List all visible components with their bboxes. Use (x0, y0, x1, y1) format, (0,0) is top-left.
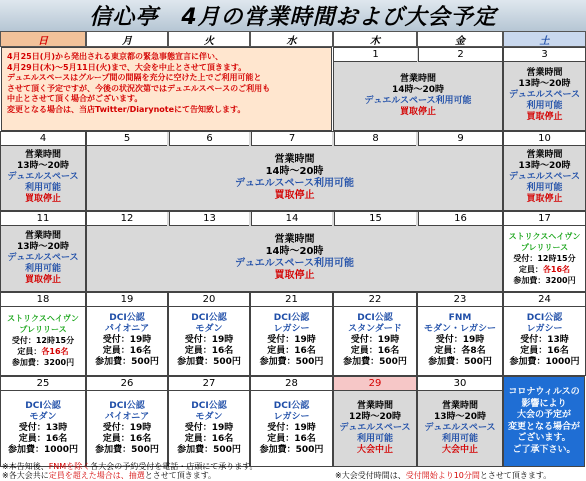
event-capacity: 定員：16名 (184, 346, 234, 356)
notice-line: させて頂く予定ですが、今後の状況次第ではデュエルスペースのご利用も (7, 83, 271, 93)
buyback-status: 買取停止 (274, 270, 315, 281)
footnote-text: ※各大会共に (2, 471, 49, 480)
duel-space-status: 利用可能 (526, 183, 563, 193)
date-number: 16 (418, 212, 502, 226)
covid-notice-line: コロナウィルスの (508, 387, 580, 397)
event-reception: 受付：19時 (267, 422, 316, 433)
hours-value: 14時～20時 (265, 165, 324, 177)
date-number: 5 (87, 132, 167, 146)
footnote-text: ※大会受付時間は、 (335, 471, 406, 480)
covid-notice-line: 変更となる場合が (507, 421, 580, 432)
footnote-text: とさせて頂きます。 (144, 471, 217, 480)
hours-label: 営業時間 (274, 234, 315, 245)
hours-label: 営業時間 (24, 150, 61, 160)
event-reception: 受付：19時 (184, 422, 234, 433)
event-name: DCI公認 (191, 313, 227, 323)
date-number: 10 (504, 132, 585, 146)
date-number: 25 (1, 377, 85, 391)
date-number: 7 (251, 132, 332, 146)
day-header-fri: 金 (417, 31, 503, 47)
duel-space-status: 利用可能 (441, 433, 478, 444)
event-capacity: 各16名 (542, 264, 571, 274)
calendar-cell-apr-18 (0, 292, 86, 376)
event-format: パイオニア (104, 324, 150, 334)
date-number: 6 (169, 132, 249, 146)
event-reception: 受付：19時 (102, 422, 152, 433)
covid-notice-line: 大会の予定が (516, 410, 571, 420)
date-number: 14 (251, 212, 332, 226)
event-cancelled: 大会中止 (356, 444, 393, 455)
duel-space-status: デュエルスペース (508, 172, 580, 182)
duel-space-status: デュエルスペース (7, 172, 79, 182)
calendar-cell-apr-21 (250, 292, 333, 376)
event-capacity: 定員：16名 (18, 433, 68, 444)
date-number: 12 (87, 212, 167, 226)
hours-label: 営業時間 (526, 150, 563, 160)
event-fee: 参加費：500円 (177, 444, 241, 455)
date-number: 20 (169, 293, 249, 307)
event-format: プレリリース (520, 242, 569, 252)
day-header-wed: 水 (250, 31, 333, 47)
footnote-highlight: FNMを除く (48, 462, 91, 471)
duel-space-status: デュエルスペース利用可能 (235, 258, 354, 269)
date-number: 30 (418, 377, 502, 391)
event-reception: 受付：19時 (102, 335, 152, 345)
calendar-cell-apr-5-9 (86, 131, 503, 211)
calendar-cell-apr-17 (503, 211, 586, 292)
event-format: モダン (29, 411, 57, 422)
date-number: 26 (87, 377, 167, 391)
event-reception: 受付：19時 (350, 335, 400, 345)
hours-value: 13時～20時 (16, 241, 70, 252)
event-name: DCI公認 (109, 313, 145, 323)
hours-label: 営業時間 (526, 68, 563, 78)
notice-line: 中止とさせて頂く場合がございます。 (7, 94, 143, 103)
hours-label: 営業時間 (399, 73, 436, 84)
day-header-mon: 月 (86, 31, 168, 47)
footnote-text: とさせて頂きます。 (479, 471, 552, 480)
date-number: 18 (1, 293, 85, 307)
hours-value: 13時～20時 (518, 161, 571, 171)
event-name: ストリクスヘイヴン (7, 314, 79, 323)
event-reception: 受付：13時 (520, 335, 569, 345)
event-fee: 参加費：500円 (343, 357, 407, 367)
hours-value: 14時～20時 (265, 246, 324, 257)
date-number: 13 (169, 212, 249, 226)
date-number: 27 (169, 377, 249, 391)
event-fee: 参加費：500円 (95, 444, 159, 455)
day-header-sun: 日 (0, 31, 86, 47)
page-title: 信心亭 4月の営業時間および大会予定 (0, 0, 586, 32)
event-cancelled: 大会中止 (441, 444, 478, 455)
duel-space-status: 利用可能 (24, 183, 61, 193)
event-format: モダン・レガシー (423, 324, 497, 334)
event-fee: 参加費：500円 (259, 357, 324, 367)
notice-line: デュエルスペースはグループ間の間隔を充分に空けた上でご利用可能と (7, 73, 262, 82)
event-reception: 受付：19時 (435, 335, 485, 345)
calendar-cell-apr-29 (333, 376, 417, 467)
calendar-cell-apr-23 (417, 292, 503, 376)
buyback-status: 買取停止 (24, 274, 61, 285)
event-format: レガシー (273, 411, 310, 422)
footnote-highlight: 受付開始より10分間 (405, 471, 480, 480)
date-number: 8 (334, 132, 416, 146)
event-format: モダン (195, 411, 223, 422)
footnote-text: 各大会の予約受付を電話・店頭にて承ります。 (90, 462, 258, 471)
event-capacity: 定員：16名 (184, 433, 234, 444)
calendar-cell-apr-10 (503, 131, 586, 211)
date-number: 24 (504, 293, 585, 307)
event-format: レガシー (526, 324, 563, 334)
event-capacity: 定員：各8名 (434, 346, 486, 356)
date-number: 11 (1, 212, 85, 226)
event-format: レガシー (273, 324, 310, 334)
event-capacity-label: 定員： (518, 264, 543, 274)
calendar-cell-apr-22 (333, 292, 417, 376)
emergency-notice (1, 47, 332, 131)
event-name: DCI公認 (109, 400, 145, 411)
date-number: 28 (251, 377, 332, 391)
date-number: 3 (504, 48, 585, 62)
event-name: DCI公認 (273, 313, 310, 323)
buyback-status: 買取停止 (274, 189, 315, 201)
event-name: DCI公認 (25, 400, 61, 411)
event-fee: 参加費：1000円 (509, 357, 580, 367)
event-fee: 参加費：1000円 (7, 444, 79, 455)
calendar-cell-apr-1-2 (333, 47, 503, 131)
covid-notice-line: ございます。 (517, 433, 571, 443)
calendar-cell-apr-11 (0, 211, 86, 292)
calendar-cell-apr-25 (0, 376, 86, 467)
hours-value: 12時～20時 (348, 411, 402, 422)
buyback-status: 買取停止 (526, 194, 563, 204)
event-fee: 参加費：3200円 (513, 275, 576, 285)
event-reception: 受付：12時15分 (513, 253, 576, 263)
hours-value: 13時～20時 (16, 161, 70, 171)
covid-notice-line: ご了承下さい。 (512, 444, 576, 455)
calendar-cell-apr-19 (86, 292, 168, 376)
covid-notice (503, 376, 585, 467)
calendar-cell-apr-24 (503, 292, 586, 376)
event-format: モダン (195, 324, 223, 334)
date-number: 4 (1, 132, 85, 146)
footnote-highlight: 定員を超えた場合は、抽選 (48, 471, 145, 480)
event-fee: 参加費：500円 (259, 444, 324, 455)
event-capacity: 定員：16名 (520, 346, 569, 356)
hours-value: 13時～20時 (433, 411, 487, 422)
event-reception: 受付：13時 (18, 422, 68, 433)
event-name: ストリクスヘイヴン (508, 231, 581, 241)
date-number: 15 (334, 212, 416, 226)
date-number: 21 (251, 293, 332, 307)
date-number: 1 (334, 48, 417, 62)
calendar-cell-apr-26 (86, 376, 168, 467)
day-header-sat: 土 (503, 31, 586, 47)
calendar-cell-apr-3 (503, 47, 586, 131)
event-format: パイオニア (104, 411, 150, 422)
event-capacity: 定員：16名 (102, 433, 152, 444)
date-number: 23 (418, 293, 502, 307)
hours-value: 14時～20時 (391, 84, 445, 95)
calendar-cell-apr-12-16 (86, 211, 503, 292)
calendar-cell-apr-28 (250, 376, 333, 467)
date-number: 19 (87, 293, 167, 307)
event-name: DCI公認 (357, 313, 393, 323)
date-number: 17 (504, 212, 585, 226)
notice-line: 4月29日(木)～5月11日(火)まで、大会を中止とさせて頂きます。 (7, 62, 247, 72)
day-header-tue: 火 (168, 31, 250, 47)
footnote-reception-time (335, 470, 551, 481)
event-fee: 参加費：500円 (177, 357, 241, 367)
buyback-status: 買取停止 (24, 194, 61, 204)
date-number: 29 (334, 377, 416, 391)
event-reception: 受付：12時15分 (11, 336, 75, 345)
notice-line: 変更となる場合は、当店Twitter/Diarynoteにて告知致します。 (7, 104, 246, 114)
hours-label: 営業時間 (356, 400, 393, 411)
date-number: 22 (334, 293, 416, 307)
event-fee: 参加費：500円 (428, 357, 492, 367)
event-reception: 受付：19時 (184, 335, 234, 345)
event-capacity: 定員：16名 (350, 346, 400, 356)
duel-space-status: 利用可能 (526, 101, 563, 111)
notice-line: 4月25日(月)から発出される東京都の緊急事態宣言に伴い、 (7, 52, 224, 61)
event-format: スタンダード (348, 324, 402, 334)
event-name: FNM (448, 313, 472, 323)
duel-space-status: デュエルスペース (339, 422, 411, 433)
duel-space-status: デュエルスペース利用可能 (235, 177, 354, 189)
event-fee: 参加費：500円 (95, 357, 159, 367)
footnote-lottery (2, 470, 216, 481)
date-number: 9 (418, 132, 502, 146)
event-capacity: 定員：16名 (267, 346, 316, 356)
hours-value: 13時～20時 (518, 79, 571, 89)
calendar-cell-apr-4 (0, 131, 86, 211)
hours-label: 営業時間 (274, 153, 315, 165)
event-name: DCI公認 (191, 400, 227, 411)
duel-space-status: デュエルスペース (424, 422, 496, 433)
event-format: プレリリース (19, 325, 67, 334)
buyback-status: 買取停止 (526, 112, 563, 122)
event-capacity-label: 定員： (17, 347, 42, 356)
duel-space-status: 利用可能 (356, 433, 393, 444)
event-fee: 参加費：3200円 (11, 358, 75, 367)
event-capacity: 定員：16名 (267, 433, 316, 444)
event-name: DCI公認 (526, 313, 563, 323)
event-reception: 受付：19時 (267, 335, 316, 345)
day-header-thu: 木 (333, 31, 417, 47)
calendar-cell-apr-30 (417, 376, 503, 467)
event-capacity: 各16名 (41, 347, 69, 356)
duel-space-status: デュエルスペース (508, 90, 580, 100)
calendar-cell-apr-27 (168, 376, 250, 467)
hours-label: 営業時間 (24, 230, 61, 241)
covid-notice-line: 影響により (521, 398, 567, 409)
buyback-status: 買取停止 (399, 106, 436, 117)
event-name: DCI公認 (273, 400, 310, 411)
footnote-text: ※本告知後、 (2, 462, 49, 471)
duel-space-status: 利用可能 (24, 263, 61, 274)
date-number: 2 (418, 48, 502, 62)
hours-label: 営業時間 (441, 400, 478, 411)
calendar-cell-apr-20 (168, 292, 250, 376)
duel-space-status: デュエルスペース利用可能 (364, 95, 472, 106)
event-capacity: 定員：16名 (102, 346, 152, 356)
duel-space-status: デュエルスペース (7, 252, 79, 263)
